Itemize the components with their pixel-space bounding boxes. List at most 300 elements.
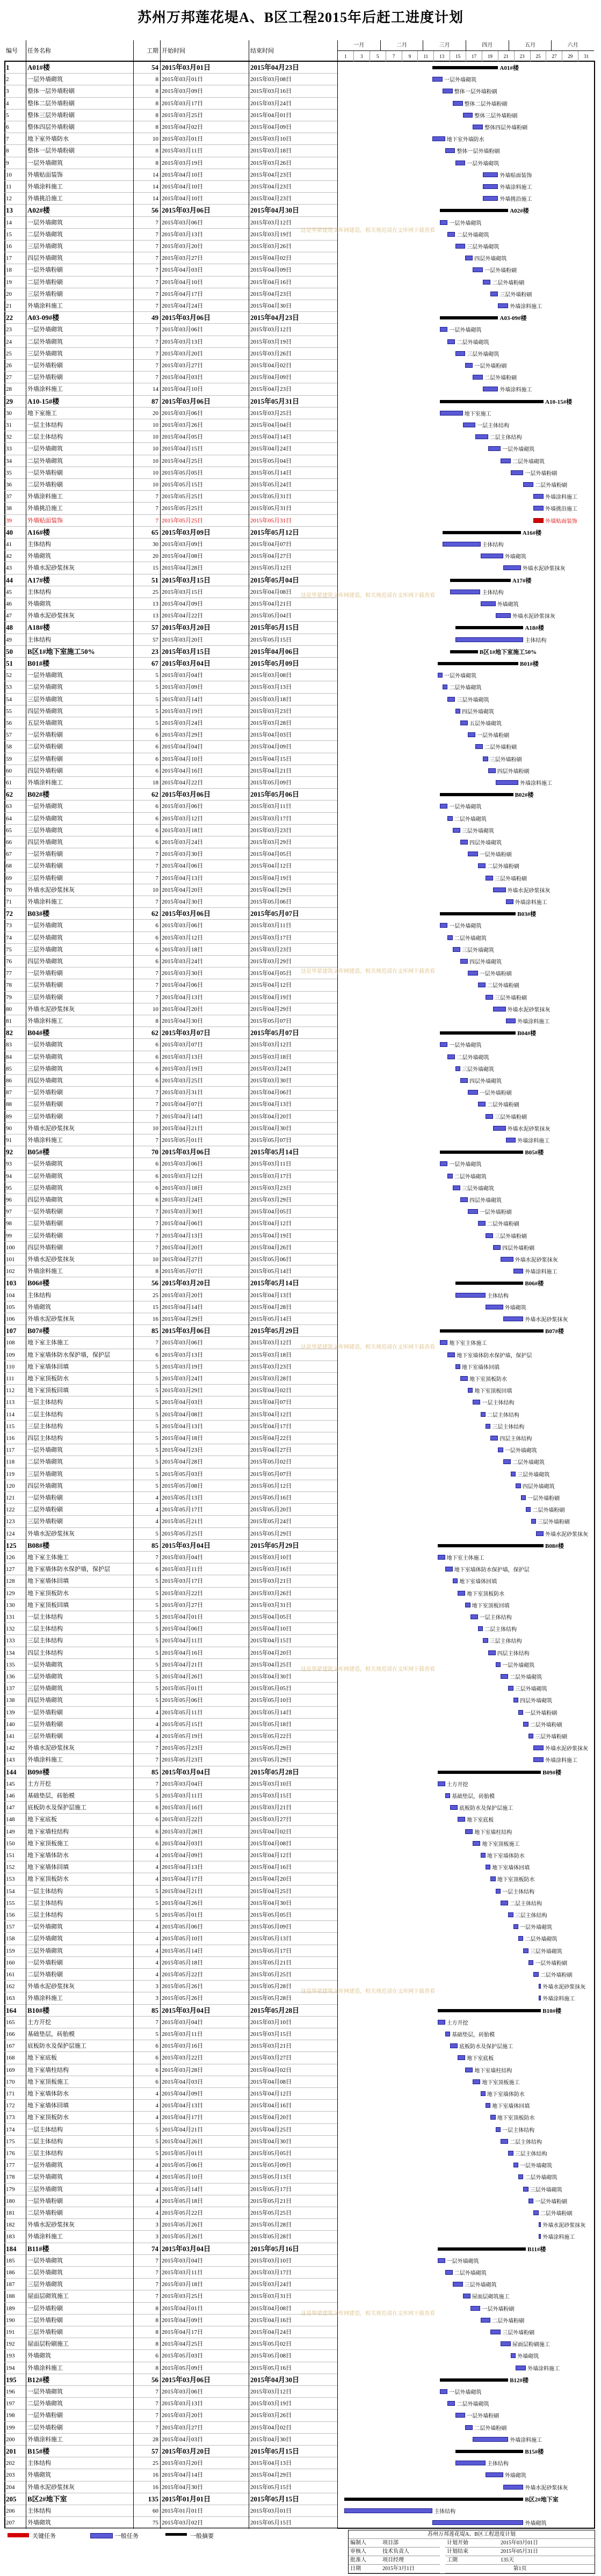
task-name: 外墙涂料施工 [27,303,63,309]
task-start: 2015年03月06日 [162,397,211,405]
task-end: 2015年03月29日 [250,958,292,965]
task-name: 一层主体结构 [27,1399,63,1406]
table-row [4,1683,337,1694]
task-id: 170 [6,2078,15,2085]
task-id: 95 [6,1184,12,1191]
timeline-header [337,40,594,62]
task-start: 2015年05月25日 [162,505,203,512]
task-end: 2015年03月23日 [250,827,292,834]
task-start: 2015年03月06日 [162,1327,211,1335]
task-name: 地下室底板 [27,2055,57,2062]
task-id: 3 [6,88,9,95]
task-duration: 16 [153,2484,158,2491]
gantt-task-bar [465,1829,473,1834]
task-start: 2015年04月20日 [162,886,203,893]
task-end: 2015年04月30日 [250,1673,292,1680]
gantt-task-bar [450,2043,458,2048]
task-name: 一层外墙砌筑 [27,672,63,679]
task-duration: 4 [155,2210,158,2216]
table-row [4,1754,337,1766]
table-row [4,944,337,956]
task-start: 2015年03月09日 [162,541,203,548]
gantt-task-bar [486,1865,490,1869]
task-duration: 7 [155,982,158,989]
task-duration: 5 [155,1471,158,1478]
column-divider [337,40,338,2529]
table-row [4,670,337,681]
task-start: 2015年05月26日 [162,2233,203,2240]
task-end: 2015年04月08日 [250,588,292,595]
gantt-bar-label: 三层主体结构 [515,1913,547,1919]
table-row [4,515,337,527]
task-start: 2015年05月26日 [162,1995,203,2002]
task-start: 2015年05月10日 [162,1935,203,1942]
task-start: 2015年03月18日 [162,827,203,834]
gantt-task-bar [440,2389,447,2394]
table-row [4,1170,337,1182]
gantt-bar-label: 一层外墙砌筑 [449,923,482,930]
task-id: 23 [6,326,12,333]
task-end: 2015年04月07日 [250,1399,292,1406]
gantt-bar-label: 外墙涂料施工 [499,185,532,191]
gantt-bar-label: 二层外墙粉刷 [492,2318,525,2324]
task-start: 2015年03月06日 [162,1148,211,1156]
task-duration: 10 [153,434,158,441]
task-end: 2015年04月30日 [250,2375,300,2384]
task-start: 2015年05月14日 [162,2186,203,2193]
task-name: 一层外墙砌筑 [27,2257,63,2264]
table-row [4,2005,337,2017]
task-name: 二层外墙砌筑 [27,1173,63,1180]
table-row [4,1838,337,1850]
task-end: 2015年05月13日 [250,2174,292,2181]
task-duration: 7 [155,1209,158,1216]
task-name: A17#楼 [27,576,50,584]
task-id: 174 [6,2126,15,2133]
table-row [4,2028,337,2040]
task-start: 2015年03月01日 [162,63,211,71]
table-row [4,419,337,431]
gantt-bar-label: 一层外墙砌筑 [444,673,476,680]
table-row [4,1921,337,1933]
task-duration: 14 [153,195,158,202]
task-name: 地下室顶板防水 [27,2114,69,2121]
gantt-task-bar [468,852,478,856]
timeline-month: 五月 [509,40,552,51]
task-start: 2015年03月19日 [162,159,203,166]
gantt-task-bar [447,816,452,821]
table-row [4,1897,337,1909]
task-duration: 7 [155,1137,158,1144]
task-id: 130 [6,1602,15,1609]
table-row [4,1790,337,1802]
task-end: 2015年05月31日 [250,505,292,512]
task-end: 2015年04月16日 [250,279,292,286]
task-id: 200 [6,2436,15,2443]
task-duration: 4 [155,1864,158,1871]
table-row [4,2088,337,2100]
table-row [4,1242,337,1254]
task-name: 三层外墙砌筑 [27,243,63,250]
task-start: 2015年04月09日 [162,601,203,607]
task-end: 2015年04月30日 [250,2436,292,2443]
gantt-bar-label: 一层外墙粉刷 [482,2306,515,2312]
gantt-task-bar [506,1018,516,1023]
task-duration: 6 [155,1184,158,1191]
table-row [4,1337,337,1349]
task-duration: 8 [155,2364,158,2371]
task-id: 152 [6,1864,15,1871]
table-row [4,1992,337,2004]
gantt-bar-label: 四层外墙砌筑 [461,709,494,715]
task-end: 2015年05月16日 [250,2244,300,2253]
task-id: 118 [6,1459,15,1466]
task-end: 2015年04月12日 [250,982,292,989]
gantt-bar-label: 二层外墙粉刷 [540,2211,573,2217]
table-row [4,1421,337,1432]
task-duration: 5 [155,1447,158,1454]
task-id: 153 [6,1876,15,1883]
table-row [4,1981,337,1992]
table-row [4,694,337,705]
gantt-bar-label: 主体结构 [434,2509,456,2515]
gantt-bar-label: 地下室墙体回填 [461,1364,499,1371]
task-id: 110 [6,1363,15,1370]
task-id: 189 [6,2305,15,2312]
task-name: 地下室外墙防水 [27,136,69,143]
task-end: 2015年03月15日 [250,1793,292,1799]
task-id: 120 [6,1482,15,1489]
gantt-task-bar [478,1626,483,1631]
task-id: 100 [6,1244,15,1251]
task-end: 2015年03月26日 [250,1590,292,1597]
task-duration: 7 [155,851,158,858]
task-name: 二层外墙砌筑 [27,1053,63,1060]
table-row [4,658,337,670]
task-start: 2015年04月10日 [162,195,203,202]
task-duration: 28 [153,2436,158,2443]
task-id: 161 [6,1971,15,1978]
table-row [4,2493,337,2505]
task-duration: 7 [155,1340,158,1347]
task-id: 198 [6,2412,15,2419]
task-start: 2015年03月11日 [162,1793,203,1799]
gantt-bar-label: 二层主体结构 [510,2139,542,2145]
gantt-bar-label: B05#楼 [525,1149,544,1156]
table-row [4,1528,337,1540]
task-name: 地下室顶板防水 [27,1590,69,1597]
task-start: 2015年03月11日 [162,2031,203,2037]
info-label-3: 批准人 [349,2556,381,2565]
task-duration: 4 [155,1709,158,1716]
gantt-summary-bar [438,2247,526,2251]
table-row [4,1265,337,1277]
gantt-bar-label: 二层外墙砌筑 [512,1460,545,1466]
task-name: 四层外墙砌筑 [27,1197,63,1203]
task-name: B10#楼 [27,2006,50,2014]
task-id: 10 [6,171,12,178]
task-start: 2015年03月06日 [162,909,211,918]
task-name: 一层外墙砌筑 [27,446,63,453]
task-end: 2015年04月13日 [250,2460,292,2467]
gantt-bar-label: 地下室墙体防水 [487,2092,525,2098]
gantt-task-bar [465,2068,473,2072]
gantt-bar-label: 外墙涂料施工 [520,781,552,787]
task-id: 184 [6,2244,17,2253]
gantt-bar-label: 二层外墙粉刷 [487,1102,519,1109]
task-start: 2015年04月03日 [162,2436,203,2443]
table-row [4,2100,337,2112]
task-duration: 4 [155,1852,158,1859]
gantt-task-bar [508,1686,513,1691]
task-id: 159 [6,1947,15,1954]
gantt-bar-label: 一层外墙粉刷 [525,1710,557,1716]
task-name: 一层外墙砌筑 [27,1161,63,1168]
task-start: 2015年03月19日 [162,708,203,715]
task-end: 2015年05月12日 [250,528,300,536]
task-name: 一层外墙砌筑 [27,326,63,333]
table-row [4,1730,337,1742]
task-id: 144 [6,1767,17,1776]
task-end: 2015年05月28日 [250,1995,292,2002]
info-label-c3: 工期 [445,2556,499,2565]
task-id: 136 [6,1673,15,1680]
task-duration: 6 [155,732,158,739]
task-start: 2015年03月13日 [162,231,203,238]
task-name: 屋面层砌筑施工 [27,2293,69,2300]
table-row [4,729,337,741]
task-name: 一层外墙粉刷 [27,732,63,739]
task-id: 154 [6,1888,15,1895]
table-row [4,1540,337,1552]
task-start: 2015年03月19日 [162,1065,203,1072]
gantt-task-bar [523,1948,528,1953]
task-start: 2015年04月03日 [162,267,203,274]
gantt-bar-label: 一层外墙砌筑 [449,2390,482,2396]
task-id: 202 [6,2460,15,2467]
legend [4,2530,273,2541]
gantt-task-bar [453,101,463,106]
task-start: 2015年05月22日 [162,2210,203,2216]
table-row [4,1468,337,1480]
gantt-task-bar [483,387,498,391]
task-id: 4 [6,100,9,107]
task-start: 2015年03月11日 [162,148,203,155]
task-end: 2015年03月21日 [250,1804,292,1811]
gantt-task-bar [486,1114,493,1119]
table-row [4,2410,337,2421]
gantt-bar-label: 四层外墙砌筑 [469,959,502,965]
task-name: 一层外墙粉刷 [27,2412,63,2419]
task-end: 2015年03月23日 [250,1363,292,1370]
task-name: 地下室墙体回填 [27,2102,69,2109]
task-duration: 7 [155,255,158,262]
task-id: 101 [6,1256,15,1263]
gantt-bar-label: 二层外墙粉刷 [487,864,519,870]
task-duration: 14 [153,171,158,178]
task-duration: 3 [155,2222,158,2229]
gantt-bar-label: 外墙砌筑 [504,554,526,561]
task-duration: 5 [155,1482,158,1489]
task-id: 20 [6,290,12,297]
task-id: 62 [6,790,13,799]
task-end: 2015年03月11日 [250,803,292,810]
table-row [4,2124,337,2136]
gantt-bar-label: 二层主体结构 [489,435,522,441]
table-row [4,1611,337,1623]
gantt-bar-label: 三层外墙砌筑 [461,1066,494,1073]
task-id: 24 [6,338,12,345]
task-name: 二层外墙砌筑 [27,2174,63,2181]
task-name: B07#楼 [27,1327,50,1335]
task-name: B05#楼 [27,1148,50,1156]
gantt-task-bar [443,685,447,689]
task-duration: 7 [155,899,158,905]
gantt-bar-label: 整体三层外墙粉刷 [474,113,518,119]
table-row [4,2505,337,2517]
task-id: 28 [6,386,12,393]
gantt-task-bar [455,244,466,249]
task-duration: 6 [155,1078,158,1084]
gantt-bar-label: 一层外墙粉刷 [484,268,517,274]
gantt-task-bar [501,2341,511,2346]
task-end: 2015年04月22日 [250,1435,292,1442]
gantt-task-bar [468,1388,473,1393]
task-name: 地下室墙柱结构 [27,1828,69,1835]
gantt-task-bar [503,1316,524,1321]
task-duration: 5 [155,1793,158,1799]
gantt-task-bar [483,184,498,189]
task-name: 二层主体结构 [27,1626,63,1633]
task-duration: 4 [155,2162,158,2169]
task-id: 42 [6,553,12,560]
task-start: 2015年03月27日 [162,1602,203,1609]
gantt-bar-label: 外墙砌筑 [497,602,519,608]
task-end: 2015年03月18日 [250,1053,292,1060]
task-start: 2015年04月03日 [162,1840,203,1847]
task-duration: 67 [151,659,158,667]
task-start: 2015年05月06日 [162,1697,203,1704]
task-end: 2015年03月26日 [250,159,292,166]
table-row [4,288,337,300]
task-duration: 10 [153,469,158,476]
task-start: 2015年03月06日 [162,326,203,333]
table-row [4,372,337,383]
task-start: 2015年03月06日 [162,1340,203,1347]
table-row [4,407,337,419]
gantt-bar-label: 外墙水泥砂浆抹灰 [507,887,551,894]
task-start: 2015年05月26日 [162,1983,203,1990]
task-end: 2015年03月11日 [250,1161,292,1168]
task-end: 2015年05月15日 [250,2447,300,2455]
table-row [4,1146,337,1158]
task-duration: 8 [155,100,158,107]
task-duration: 6 [155,2066,158,2073]
task-start: 2015年03月24日 [162,839,203,846]
gantt-task-bar [465,363,473,368]
gantt-bar-label: 外墙水泥砂浆抹灰 [545,1746,588,1752]
task-id: 58 [6,744,12,751]
gantt-task-bar [511,470,524,475]
gantt-bar-label: 四层主体结构 [497,1650,530,1657]
gantt-bar-label: 二层外墙砌筑 [449,685,482,692]
gantt-task-bar [458,1591,465,1596]
gantt-task-bar [518,1936,523,1941]
task-duration: 8 [155,148,158,155]
task-start: 2015年03月09日 [162,88,203,95]
task-end: 2015年04月23日 [250,63,300,71]
task-name: 三层外墙粉刷 [27,290,63,297]
task-end: 2015年03月21日 [250,1578,292,1585]
task-id: 186 [6,2269,15,2276]
task-end: 2015年04月27日 [250,553,292,560]
task-end: 2015年04月26日 [250,1244,292,1251]
task-end: 2015年05月09日 [250,780,292,786]
table-row [4,1373,337,1385]
task-id: 135 [6,1661,15,1668]
gantt-task-bar [470,1614,478,1619]
task-end: 2015年03月15日 [250,2031,292,2037]
task-end: 2015年04月19日 [250,1232,292,1239]
task-start: 2015年04月30日 [162,899,203,905]
task-name: 一层外墙砌筑 [27,1661,63,1668]
task-id: 114 [6,1411,15,1418]
table-row [4,2219,337,2231]
task-start: 2015年04月13日 [162,875,203,882]
task-id: 194 [6,2364,15,2371]
gantt-task-bar [503,1459,511,1464]
task-id: 146 [6,1793,15,1799]
task-id: 115 [6,1423,15,1430]
task-id: 74 [6,934,12,941]
table-row [4,1694,337,1706]
gantt-task-bar [453,2282,463,2287]
gantt-bar-label: 外墙涂料施工 [545,494,577,501]
task-end: 2015年03月18日 [250,148,292,155]
watermark: 这是华蒙建筑文库网建造，相关规范请在文库网下载查看 [301,969,435,974]
task-duration: 4 [155,1721,158,1728]
gantt-bar-label: 二层主体结构 [484,1627,517,1633]
task-end: 2015年04月16日 [250,1864,292,1871]
task-start: 2015年03月06日 [162,922,203,929]
task-id: 183 [6,2233,15,2240]
task-id: 121 [6,1495,15,1501]
task-end: 2015年03月10日 [250,2019,292,2026]
gantt-bar-label: 一层外墙粉刷 [527,1496,560,1502]
task-id: 191 [6,2329,15,2335]
task-duration: 6 [155,1840,158,1847]
gantt-task-bar [490,2115,495,2120]
info-label-2: 审核人 [349,2548,381,2556]
task-end: 2015年03月17日 [250,2269,292,2276]
task-start: 2015年03月04日 [162,2244,211,2253]
gantt-bar-label: A16#楼 [522,529,542,536]
gantt-task-bar [443,89,453,93]
task-name: 屋面层粉刷施工 [27,2341,69,2348]
gantt-bar-label: 一层外墙粉刷 [535,2199,568,2205]
gantt-task-bar [473,2079,480,2084]
task-id: 173 [6,2114,15,2121]
table-row [4,431,337,443]
task-start: 2015年05月03日 [162,2353,203,2360]
gantt-bar-label: 二层主体结构 [487,1412,519,1418]
task-name: 外墙水泥砂浆抹灰 [27,613,75,620]
task-id: 148 [6,1816,15,1823]
gantt-task-bar [460,1078,468,1083]
gantt-bar-label: 地下室顶板施工 [482,1841,520,1847]
task-name: 外墙砌筑 [27,2472,51,2479]
gantt-task-bar [465,1603,470,1607]
